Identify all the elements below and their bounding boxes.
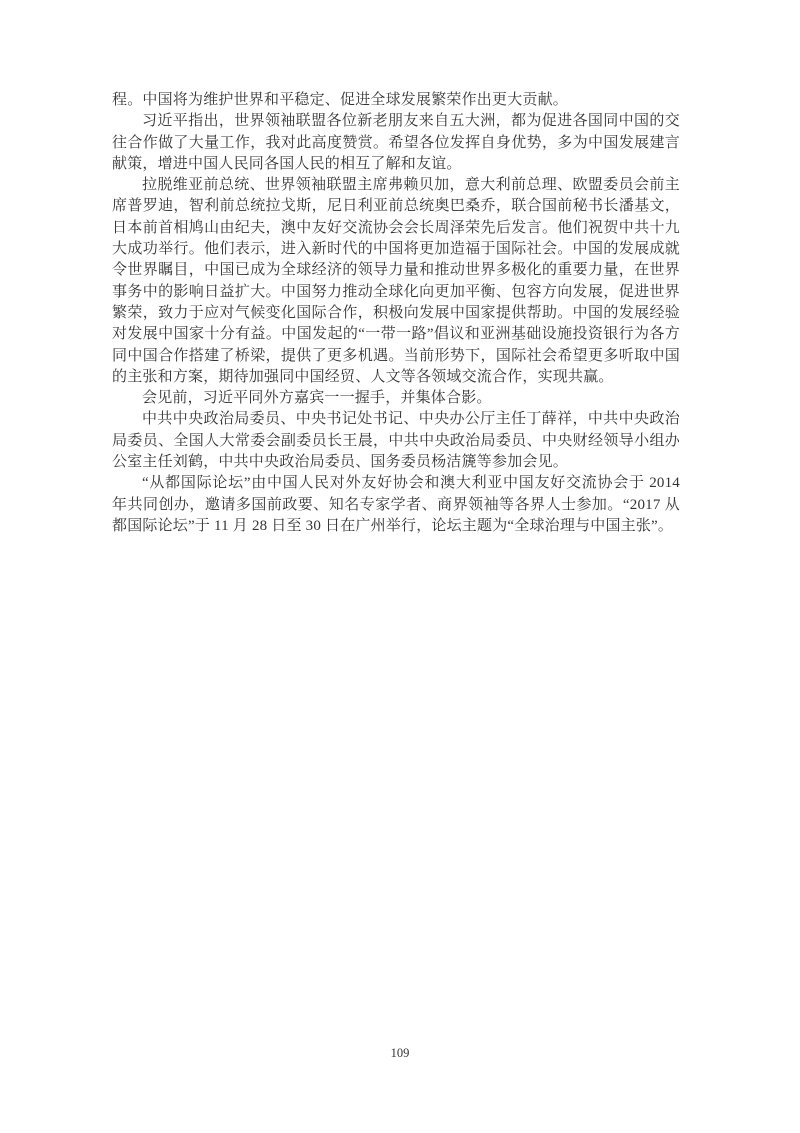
body-paragraph: “从都国际论坛”由中国人民对外友好协会和澳大利亚中国友好交流协会于 2014 年共同创办，邀请多国前政要、知名专家学者、商界领袖等各界人士参加。“2017 从都国际论坛”于 11 月 28 日至 30 日在广州举行，论坛主题为“全球治理与中国主张”。: [112, 475, 680, 534]
body-paragraph: 程。中国将为维护世界和平稳定、促进全球发展繁荣作出更大贡献。: [112, 92, 569, 108]
body-paragraph: 拉脱维亚前总统、世界领袖联盟主席弗赖贝加，意大利前总理、欧盟委员会前主席普罗迪，智利前总统拉戈斯，尼日利亚前总统奥巴桑乔，联合国前秘书长潘基文，日本前首相鸠山由纪夫，澳中友好交流协会会长周泽荣先后发言。他们祝贺中共十九大成功举行。他们表示，进入新时代的中国将更加造福于国际社会。中国的发展成就令世界瞩目，中国已成为全球经济的领导力量和推动世界多极化的重要力量，在世界事务中的影响日益扩大。中国努力推动全球化向更加平衡、包容方向发展，促进世界繁荣，致力于应对气候变化国际合作，积极向发展中国家提供帮助。中国的发展经验对发展中国家十分有益。中国发起的“一带一路”倡议和亚洲基础设施投资银行为各方同中国合作搭建了桥梁，提供了更多机遇。当前形势下，国际社会希望更多听取中国的主张和方案，期待加强同中国经贸、人文等各领域交流合作，实现共赢。: [112, 177, 680, 385]
document-body: [112, 90, 680, 537]
body-paragraph: 中共中央政治局委员、中央书记处书记、中央办公厅主任丁薛祥，中共中央政治局委员、全国人大常委会副委员长王晨，中共中央政治局委员、中央财经领导小组办公室主任刘鹤，中共中央政治局委员、国务委员杨洁篪等参加会见。: [112, 411, 680, 471]
body-paragraph: 会见前，习近平同外方嘉宾一一握手，并集体合影。: [142, 390, 492, 407]
body-paragraph: 习近平指出，世界领袖联盟各位新老朋友来自五大洲，都为促进各国同中国的交往合作做了大量工作，我对此高度赞赏。希望各位发挥自身优势，多为中国发展建言献策，增进中国人民同各国人民的相互了解和友谊。: [112, 113, 680, 172]
page-number: 109: [390, 1046, 410, 1060]
